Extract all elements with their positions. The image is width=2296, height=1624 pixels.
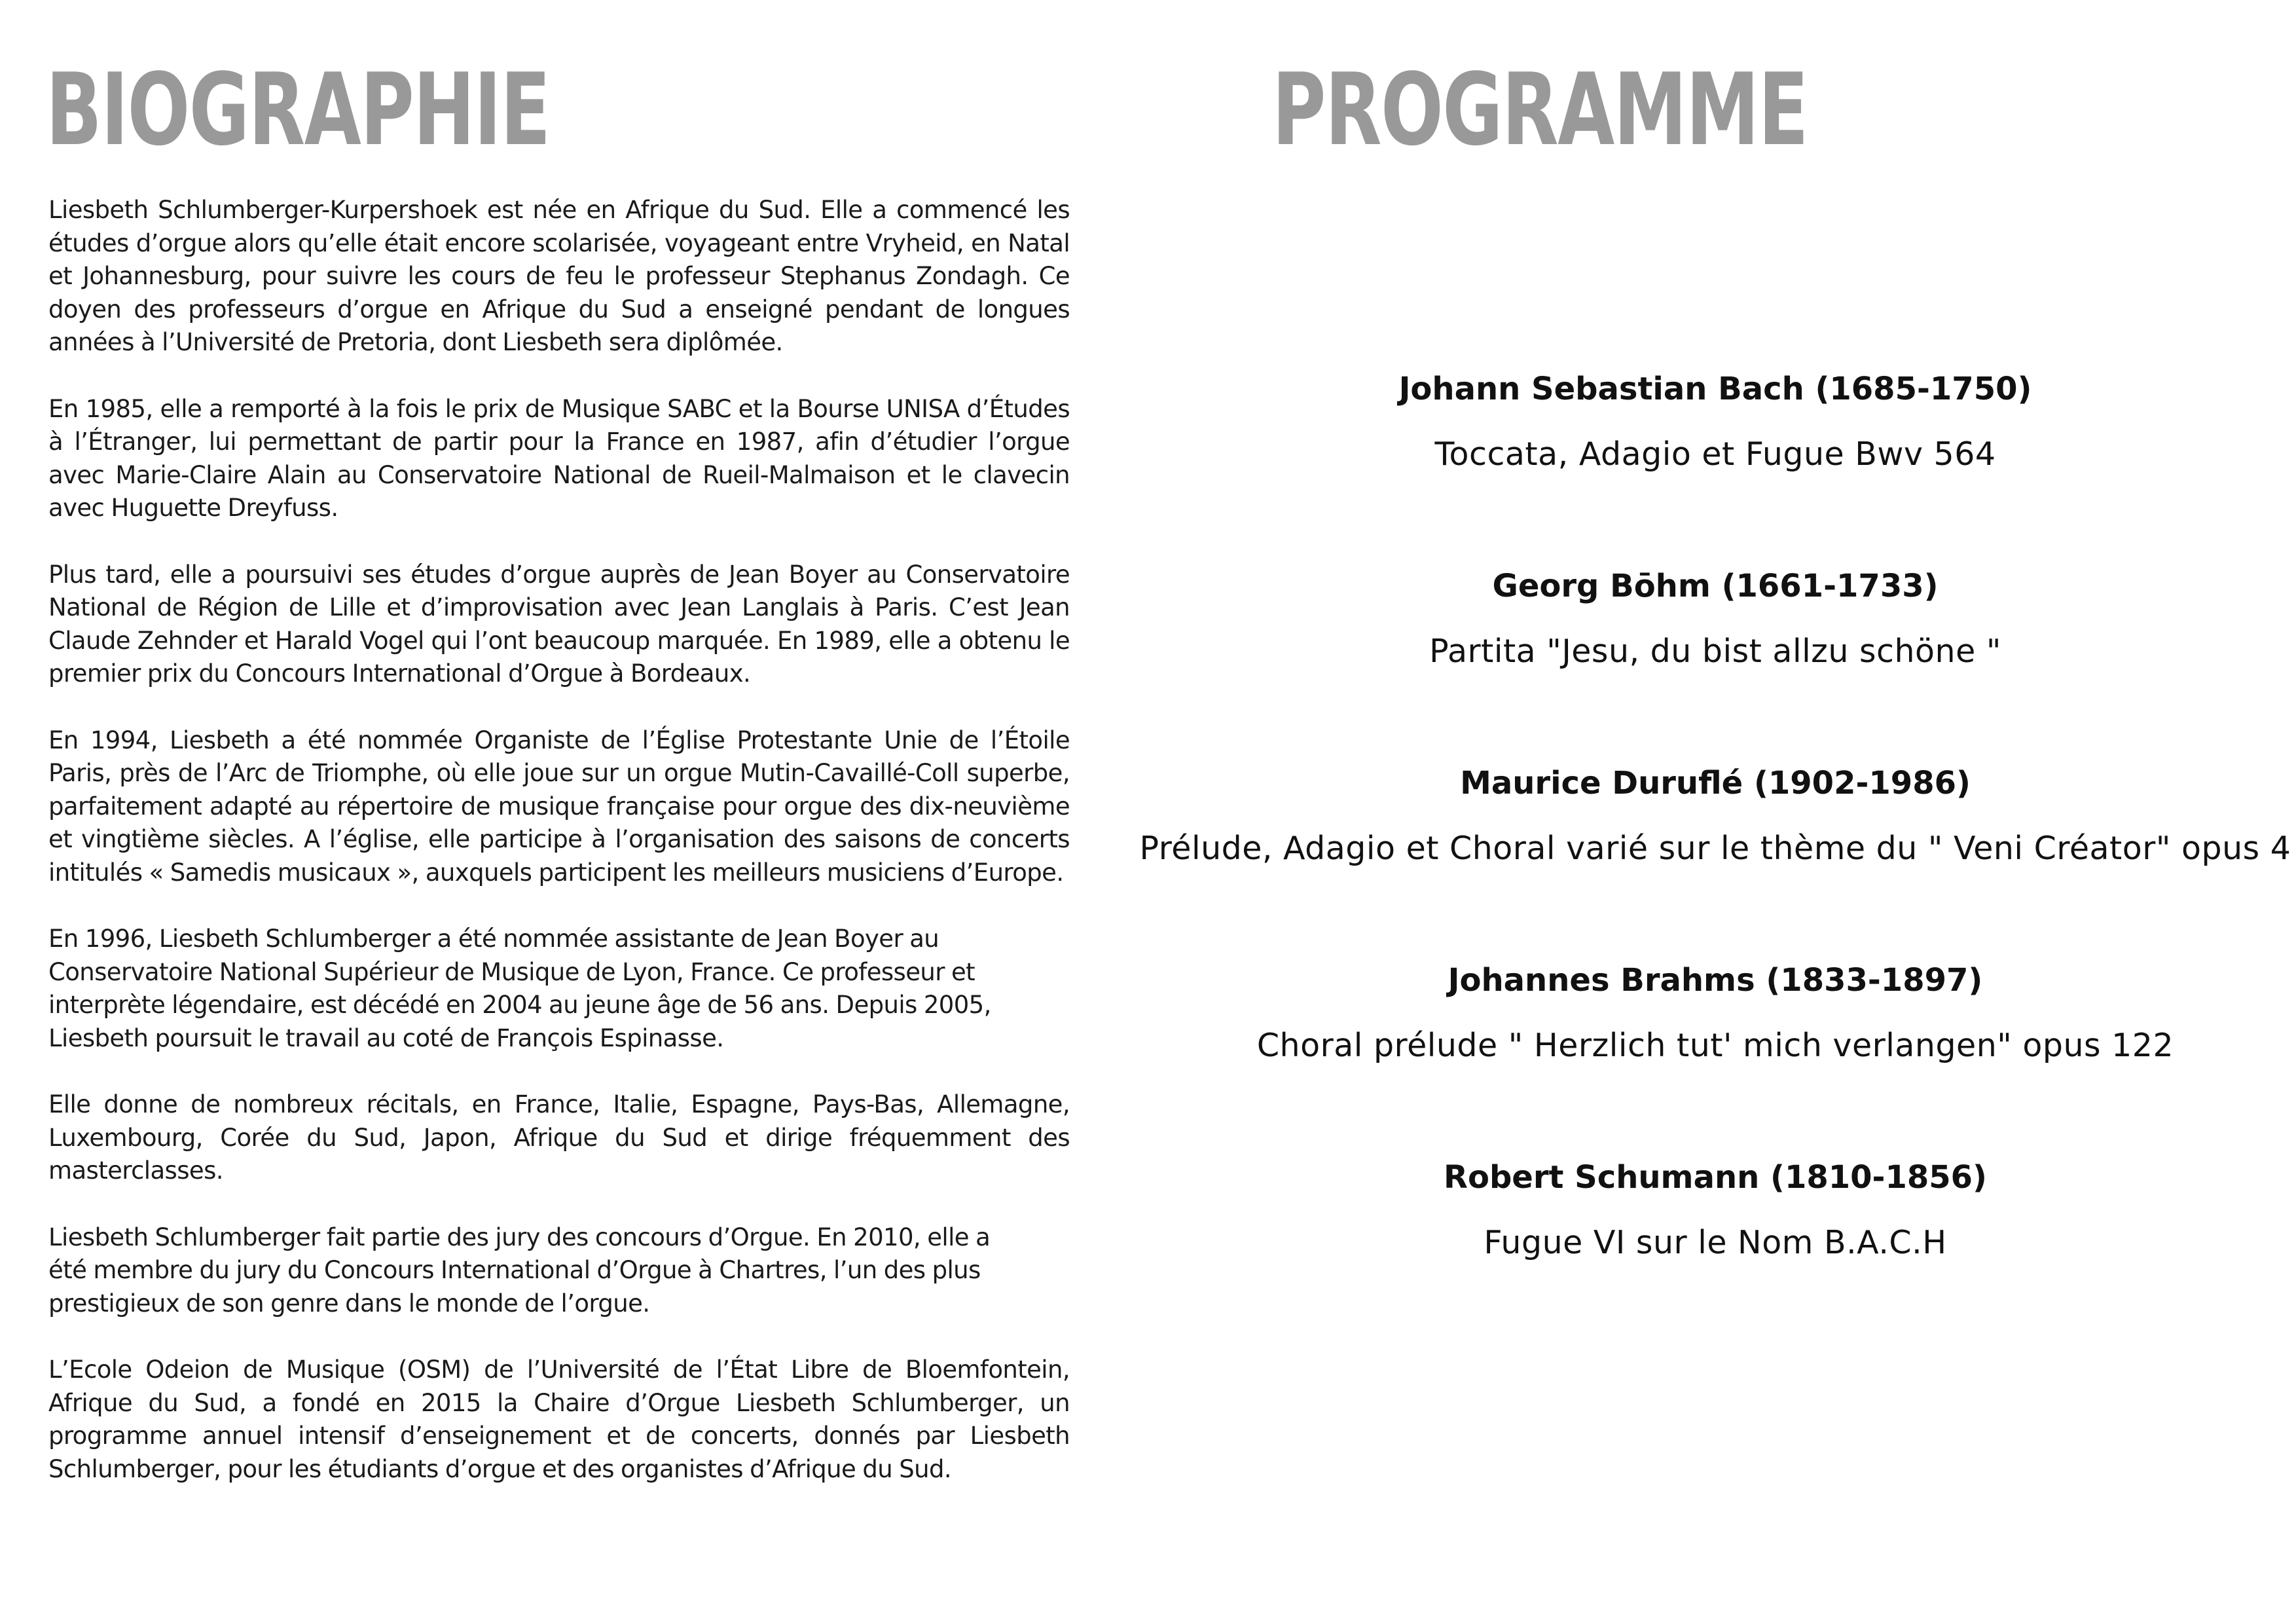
programme-item bbox=[1139, 1156, 2291, 1354]
biography-section bbox=[48, 194, 1070, 1519]
programme-item bbox=[1139, 959, 2291, 1156]
programme-heading: PROGRAMME bbox=[1272, 52, 1808, 168]
biography-paragraph: Liesbeth Schlumberger fait partie des jury des concours d’Orgue. En 2010, elle a été membre du jury du Concours International d’Orgue à Chartres, l’un des plus prestigieux de son genre dans le monde de l’orgue. bbox=[48, 1223, 991, 1318]
biography-paragraph: En 1985, elle a remporté à la fois le prix de Musique SABC et la Bourse UNISA d’Études à l’Étranger, lui permettant de partir pour la France en 1987, afin d’étudier l’orgue avec Marie-Claire Alain au Conservatoire National de Rueil-Malmaison et le clavecin avec Huguette Dreyfuss. bbox=[48, 394, 1070, 522]
work-title: Fugue VI sur le Nom B.A.C.H bbox=[1484, 1224, 1947, 1261]
biography-paragraph: En 1994, Liesbeth a été nommée Organiste de l’Église Protestante Unie de l’Étoile Paris, près de l’Arc de Triomphe, où elle joue sur un orgue Mutin-Cavaillé-Coll superbe, parfaitement adapté au répertoire de musique française pour orgue des dix-neuvième et vingtième siècles. A l’église, elle participe à l’organisation des saisons de concerts intitulés « Samedis musicaux », auxquels participent les meilleurs musiciens d’Europe. bbox=[48, 726, 1070, 887]
composer-name: Georg Bōhm (1661-1733) bbox=[1492, 568, 1939, 604]
work-title: Partita "Jesu, du bist allzu schöne " bbox=[1429, 633, 2001, 670]
composer-name: Johannes Brahms (1833-1897) bbox=[1448, 962, 1983, 999]
biography-paragraph: Plus tard, elle a poursuivi ses études d’orgue auprès de Jean Boyer au Conservatoire National de Région de Lille et d’improvisation avec Jean Langlais à Paris. C’est Jean Claude Zehnder et Harald Vogel qui l’ont beaucoup marquée. En 1989, elle a obtenu le premier prix du Concours International d’Orgue à Bordeaux. bbox=[48, 560, 1070, 688]
composer-name: Maurice Duruflé (1902-1986) bbox=[1460, 765, 1971, 802]
biography-paragraph: Liesbeth Schlumberger-Kurpershoek est née en Afrique du Sud. Elle a commencé les études d’orgue alors qu’elle était encore scolarisée, voyageant entre Vryheid, en Natal et Johannesburg, pour suivre les cours de feu le professeur Stephanus Zondagh. Ce doyen des professeurs d’orgue en Afrique du Sud a enseigné pendant de longues années à l’Université de Pretoria, dont Liesbeth sera diplômée. bbox=[48, 196, 1070, 356]
composer-name: Robert Schumann (1810-1856) bbox=[1444, 1159, 1987, 1196]
composer-name: Johann Sebastian Bach (1685-1750) bbox=[1398, 371, 2032, 407]
work-title: Toccata, Adagio et Fugue Bwv 564 bbox=[1434, 435, 1996, 473]
biography-paragraph: L’Ecole Odeion de Musique (OSM) de l’Université de l’État Libre de Bloemfontein, Afrique du Sud, a fondé en 2015 la Chaire d’Orgue Liesbeth Schlumberger, un programme annuel intensif d’enseignement et de concerts, donnés par Liesbeth Schlumberger, pour les étudiants d’orgue et des organistes d’Afrique du Sud. bbox=[48, 1356, 1070, 1483]
biography-paragraph: Elle donne de nombreux récitals, en France, Italie, Espagne, Pays-Bas, Allemagne, Luxembourg, Corée du Sud, Japon, Afrique du Sud et dirige fréquemment des masterclasses. bbox=[48, 1090, 1070, 1185]
work-title: Choral prélude " Herzlich tut' mich verlangen" opus 122 bbox=[1256, 1027, 2174, 1064]
programme-list bbox=[1139, 368, 2291, 1354]
programme-item bbox=[1139, 565, 2291, 762]
biographie-heading: BIOGRAPHIE bbox=[46, 52, 550, 168]
programme-item bbox=[1139, 762, 2291, 959]
programme-item bbox=[1139, 368, 2291, 565]
work-title: Prélude, Adagio et Choral varié sur le thème du " Veni Créator" opus 4 bbox=[1139, 830, 2291, 867]
biography-paragraph: En 1996, Liesbeth Schlumberger a été nommée assistante de Jean Boyer au Conservatoire National Supérieur de Musique de Lyon, France. Ce professeur et interprète légendaire, est décédé en 2004 au jeune âge de 56 ans. Depuis 2005, Liesbeth poursuit le travail au coté de François Espinasse. bbox=[48, 925, 991, 1052]
